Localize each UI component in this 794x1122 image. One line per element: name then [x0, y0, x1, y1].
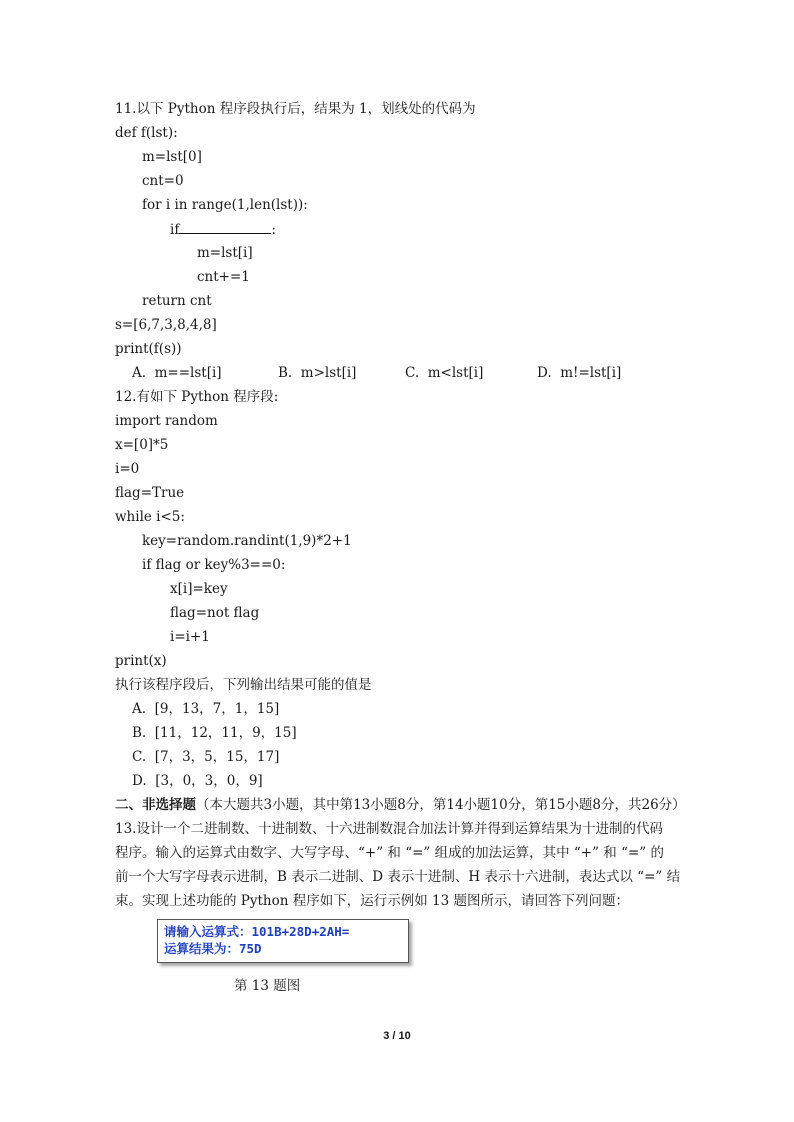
q12-code-line: i=0 [115, 461, 140, 477]
console-output-figure [157, 919, 409, 963]
q12-option-d: D. [3，0，3，0，9] [132, 773, 263, 789]
q11-code-line: m=lst[0] [142, 149, 202, 165]
section-heading [115, 796, 686, 814]
q13-text-line: 程序。输入的运算式由数字、大写字母、“+” 和 “=” 组成的加法运算，其中 “+” 和 “=” 的 [115, 845, 664, 861]
q12-code-line: while i<5: [115, 509, 185, 525]
q12-code-line: if flag or key%3==0: [142, 557, 286, 573]
q12-code-line: import random [115, 413, 218, 429]
q12-option-a: A. [9，13，7，1，15] [132, 701, 280, 717]
q12-code-line: i=i+1 [170, 629, 210, 645]
q12-code-line: flag=not flag [170, 605, 260, 621]
q11-code-line: print(f(s)) [115, 341, 182, 357]
q12-code-line: print(x) [115, 653, 167, 669]
figure-caption: 第 13 题图 [234, 978, 301, 994]
q13-text-line: 束。实现上述功能的 Python 程序如下，运行示例如 13 题图所示，请回答下列问题： [115, 893, 629, 909]
q12-stem: 12.有如下 Python 程序段: [115, 389, 279, 405]
q12-question: 执行该程序段后，下列输出结果可能的值是 [115, 677, 372, 693]
section-title: 二、非选择题 [115, 797, 196, 813]
q12-option-b: B. [11，12，11，9，15] [132, 725, 297, 741]
console-result-line: 运算结果为：75D [164, 941, 262, 956]
q11-option-b: B. m>lst[i] [278, 365, 357, 381]
q13-text-line: 前一个大写字母表示进制，B 表示二进制、D 表示十进制、H 表示十六进制，表达式以 “=” 结 [115, 869, 681, 885]
q11-code-line-blank [170, 220, 276, 239]
if-keyword: if [170, 222, 180, 238]
q11-option-c: C. m<lst[i] [405, 365, 484, 381]
q11-code-line: cnt=0 [142, 173, 184, 189]
q11-code-line: return cnt [142, 293, 212, 309]
colon: : [271, 222, 276, 238]
page-number: 3 / 10 [383, 1030, 411, 1042]
q11-code-line: def f(lst): [115, 125, 178, 141]
q13-text-line: 13.设计一个二进制数、十进制数、十六进制数混合加法计算并得到运算结果为十进制的代码 [115, 821, 663, 837]
q11-code-line: m=lst[i] [197, 245, 253, 261]
q11-code-line: for i in range(1,len(lst)): [142, 197, 308, 213]
q12-code-line: x=[0]*5 [115, 437, 169, 453]
q11-stem: 11.以下 Python 程序段执行后，结果为 1，划线处的代码为 [115, 101, 476, 117]
console-prompt-line: 请输入运算式：101B+28D+2AH= [164, 924, 350, 939]
q12-code-line: x[i]=key [170, 581, 228, 597]
q12-code-line: flag=True [115, 485, 185, 501]
q12-option-c: C. [7，3，5，15，17] [132, 749, 280, 765]
q12-code-line: key=random.randint(1,9)*2+1 [142, 533, 352, 549]
section-note: （本大题共3小题，其中第13小题8分，第14小题10分，第15小题8分，共26分） [196, 797, 686, 813]
q11-option-a: A. m==lst[i] [132, 365, 222, 381]
q11-option-d: D. m!=lst[i] [537, 365, 622, 381]
q11-code-line: s=[6,7,3,8,4,8] [115, 317, 217, 333]
answer-blank [179, 220, 271, 234]
q11-code-line: cnt+=1 [197, 269, 250, 285]
